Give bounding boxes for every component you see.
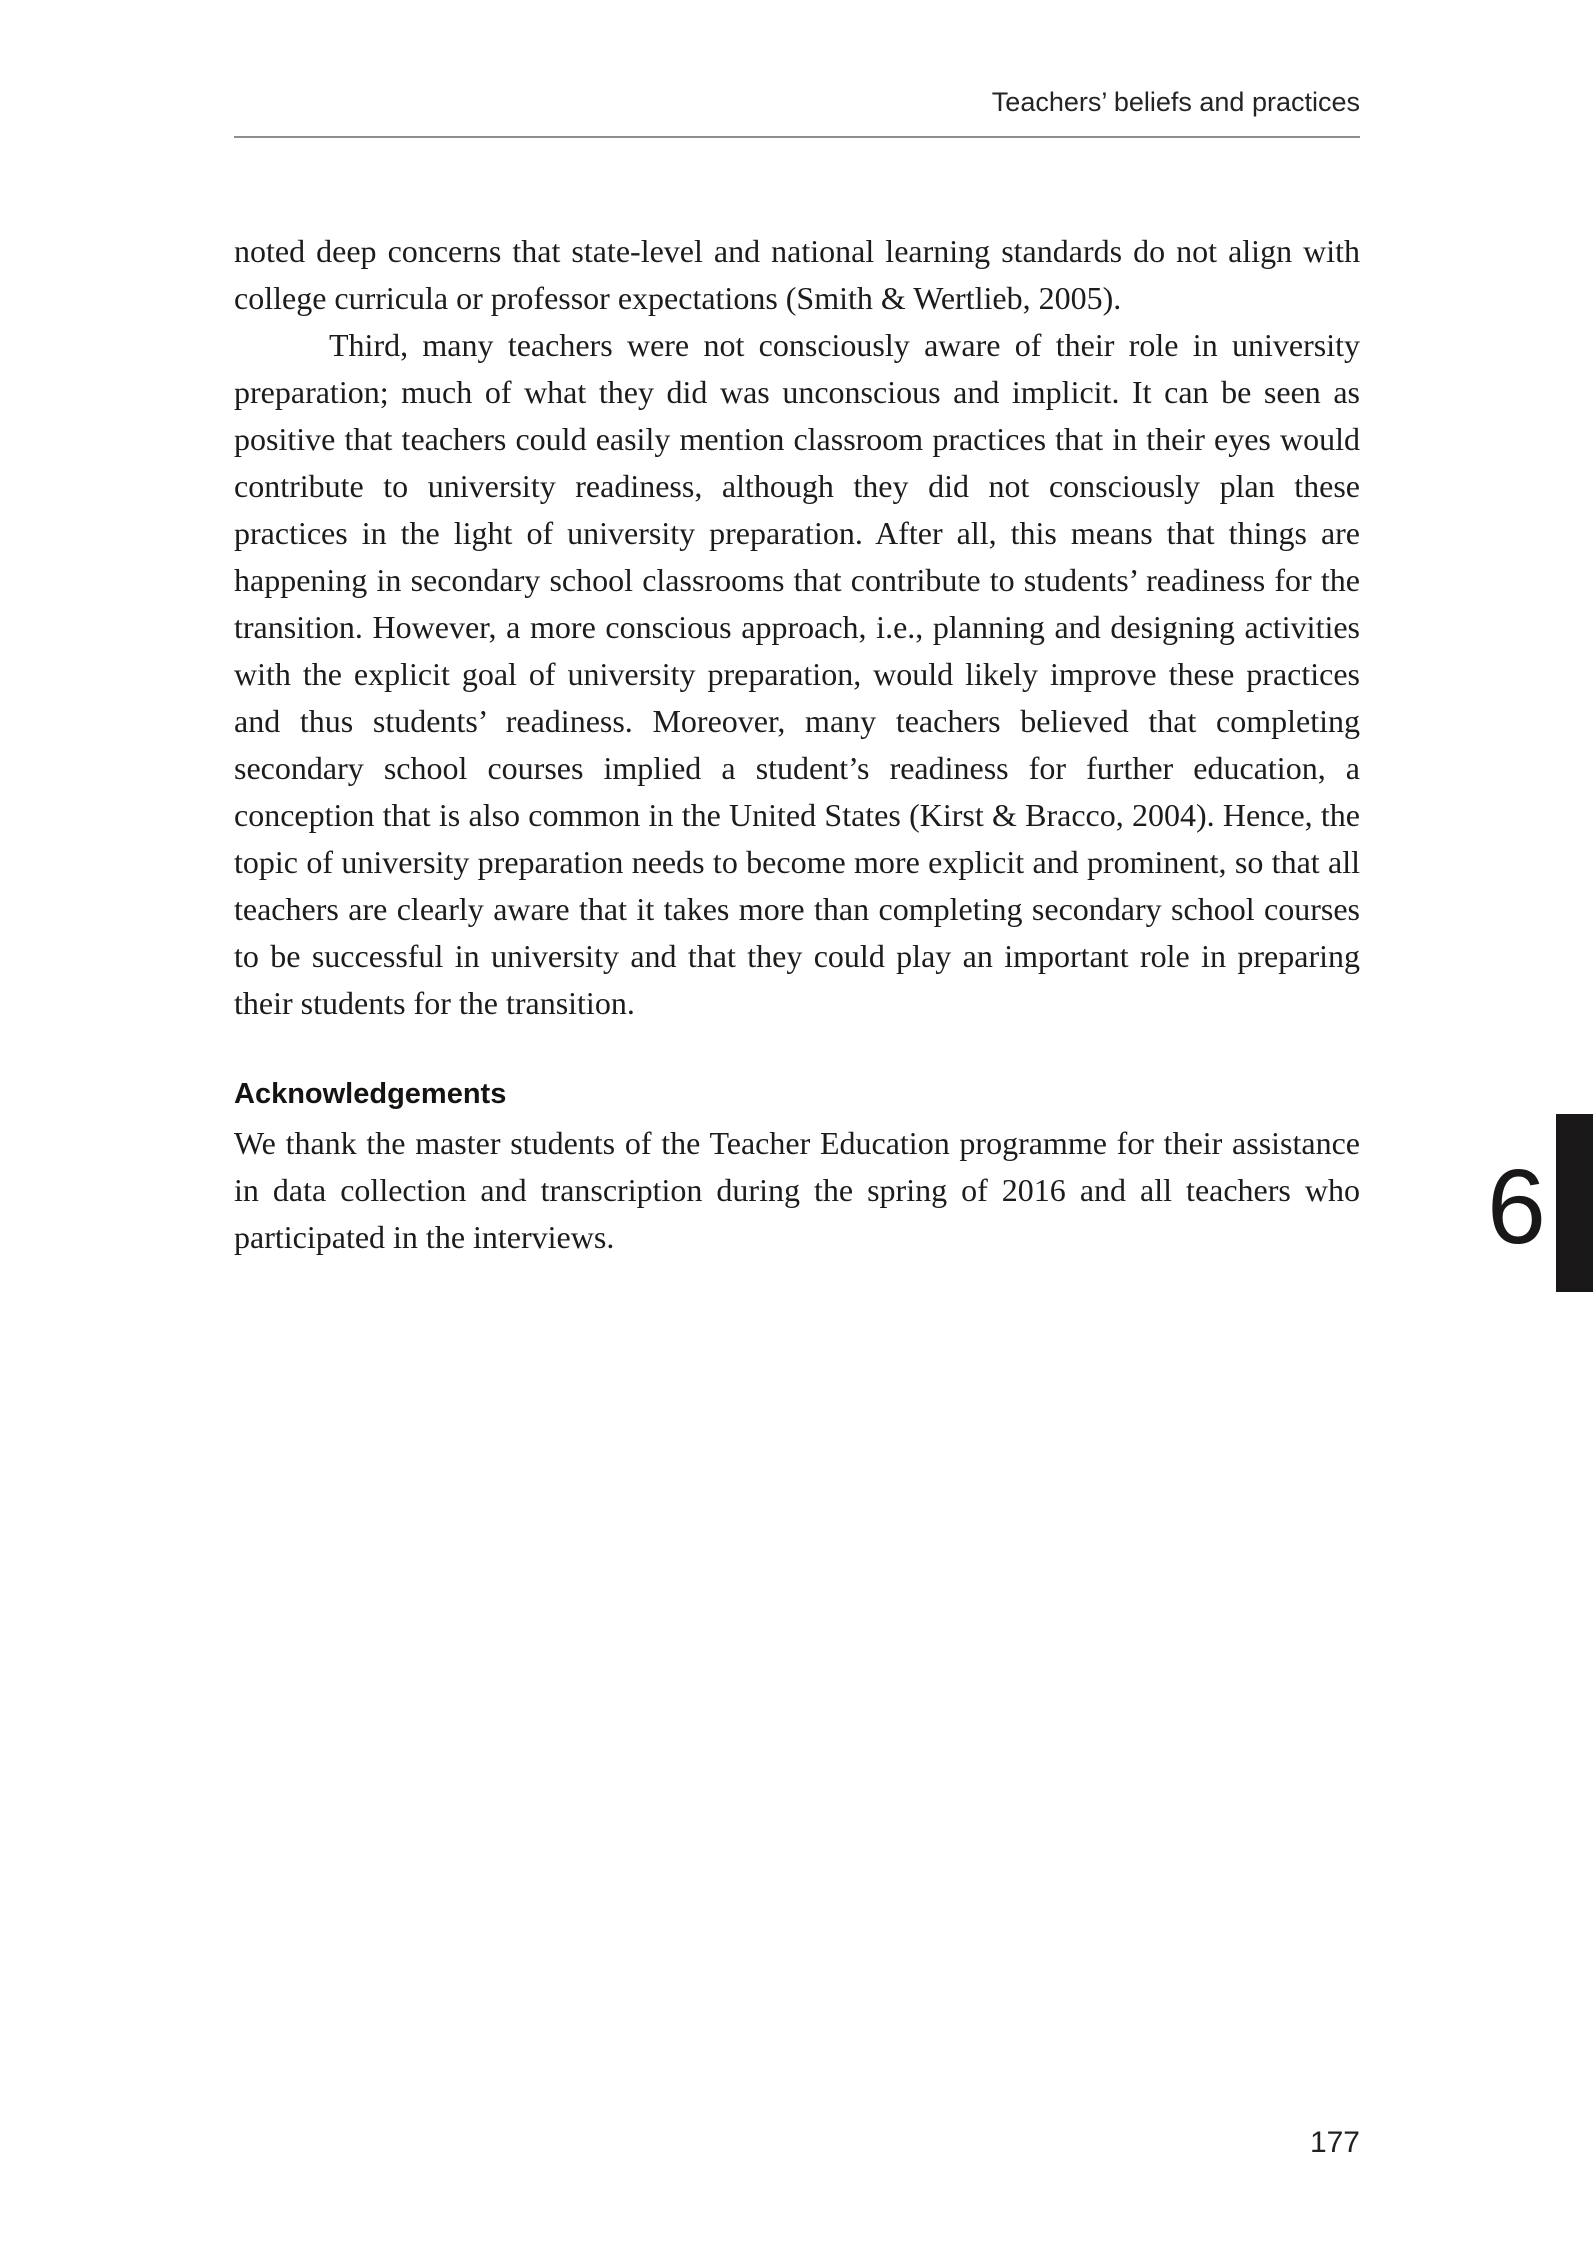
running-header: Teachers’ beliefs and practices (991, 87, 1360, 117)
acknowledgements-heading: Acknowledgements (234, 1078, 507, 1110)
body-paragraph: Third, many teachers were not consciously aware of their role in university preparation; much of what they did was unconscious and implicit. It can be seen as positive that teachers could easily mention classroom practices that in their eyes would contribute to university readiness, although they did not consciously plan these practices in the light of university preparation. After all, this means that things are happening in secondary school classrooms that contribute to students’ readiness for the transition. However, a more conscious approach, i.e., planning and designing activities with the explicit goal of university preparation, would likely improve these practices and thus students’ readiness. Moreover, many teachers believed that completing secondary school courses implied a student’s readiness for further education, a conception that is also common in the United States (Kirst & Bracco, 2004). Hence, the topic of university preparation needs to become more explicit and prominent, so that all teachers are clearly aware that it takes more than completing secondary school courses to be successful in university and that they could play an important role in preparing their students for the transition. (234, 327, 1360, 1021)
body-paragraph: noted deep concerns that state-level and national learning standards do not align with college curricula or professor expectations (Smith & Wertlieb, 2005). (234, 233, 1360, 316)
page-number: 177 (1309, 2126, 1360, 2159)
chapter-number: 6 (1487, 1148, 1546, 1266)
acknowledgements-text: We thank the master students of the Teacher Education programme for their assistance in data collection and transcription during the spring of 2016 and all teachers who participated in the interviews. (234, 1125, 1360, 1255)
chapter-tab (1487, 1114, 1593, 1292)
header-rule (234, 136, 1360, 138)
page-body (234, 228, 1360, 1261)
chapter-tab-block (1556, 1114, 1593, 1292)
